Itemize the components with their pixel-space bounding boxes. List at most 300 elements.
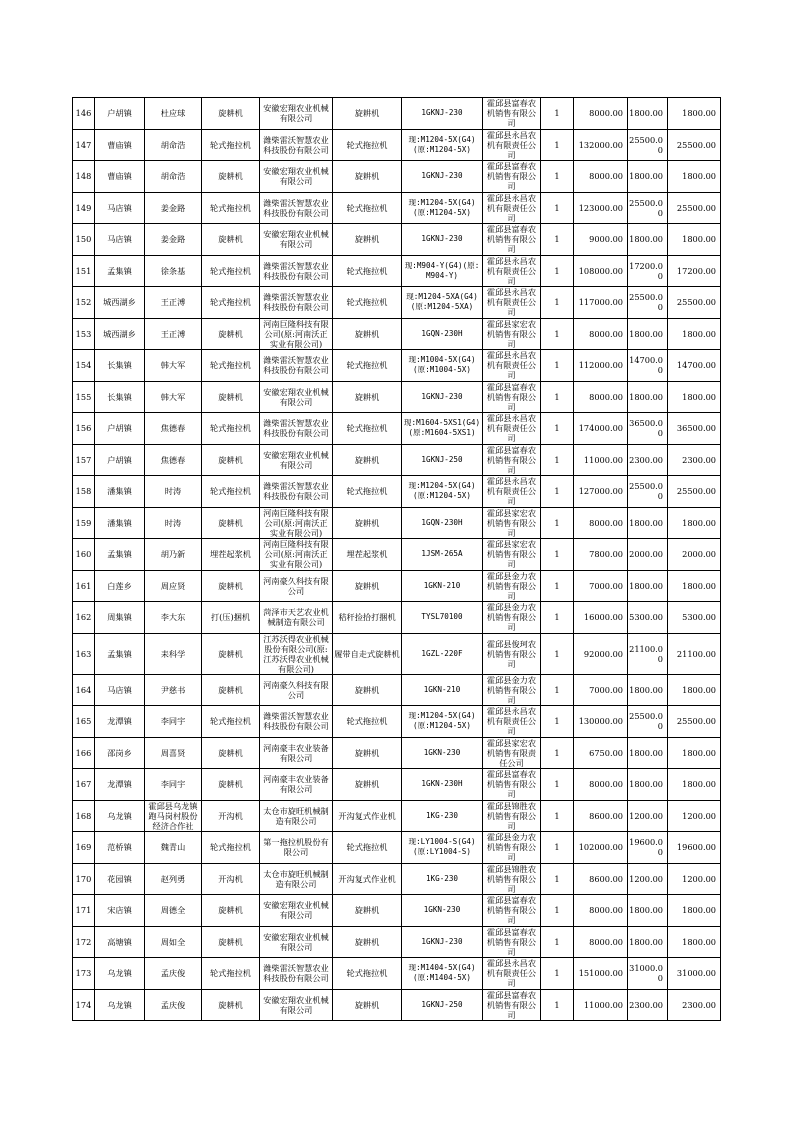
machine-name-cell: 埋茬起浆机 <box>333 539 402 571</box>
manufacturer-cell: 安徽宏翔农业机械有限公司 <box>260 926 333 958</box>
total-subsidy-cell: 25500.00 <box>668 129 721 161</box>
sale-price-cell: 8000.00 <box>574 507 628 539</box>
total-subsidy-cell: 31000.00 <box>668 958 721 990</box>
township-cell: 龙潭镇 <box>95 706 145 738</box>
sale-price-cell: 8000.00 <box>574 98 628 130</box>
dealer-cell: 霍邱县金力农机销售有限公司 <box>483 570 541 602</box>
central-subsidy-cell: 25500.00 <box>628 192 668 224</box>
table-row <box>73 674 721 706</box>
central-subsidy-cell: 1800.00 <box>628 98 668 130</box>
machine-category-cell: 旋耕机 <box>202 224 260 256</box>
machine-category-cell: 打(压)捆机 <box>202 602 260 634</box>
central-subsidy-cell: 36500.00 <box>628 413 668 445</box>
total-subsidy-cell: 36500.00 <box>668 413 721 445</box>
sale-price-cell: 174000.00 <box>574 413 628 445</box>
machine-name-cell: 轮式拖拉机 <box>333 350 402 382</box>
machine-category-cell: 开沟机 <box>202 863 260 895</box>
central-subsidy-cell: 1200.00 <box>628 800 668 832</box>
dealer-cell: 霍邱县永昌农机有限责任公司 <box>483 192 541 224</box>
central-subsidy-cell: 25500.00 <box>628 476 668 508</box>
manufacturer-cell: 太仓市旋旺机械制造有限公司 <box>260 863 333 895</box>
manufacturer-cell: 安徽宏翔农业机械有限公司 <box>260 98 333 130</box>
dealer-cell: 霍邱县俊珂农机销售有限公司 <box>483 633 541 674</box>
central-subsidy-cell: 14700.00 <box>628 350 668 382</box>
sale-price-cell: 16000.00 <box>574 602 628 634</box>
table-row <box>73 706 721 738</box>
dealer-cell: 霍邱县家宏农机销售有限公司 <box>483 318 541 350</box>
dealer-cell: 霍邱县永昌农机有限责任公司 <box>483 350 541 382</box>
purchaser-cell: 韩大军 <box>145 350 202 382</box>
sale-price-cell: 9000.00 <box>574 224 628 256</box>
serial-number-cell: 167 <box>73 769 95 801</box>
purchaser-cell: 耒科学 <box>145 633 202 674</box>
table-row <box>73 737 721 769</box>
dealer-cell: 霍邱县永昌农机有限责任公司 <box>483 255 541 287</box>
dealer-cell: 霍邱县金力农机销售有限公司 <box>483 832 541 864</box>
total-subsidy-cell: 19600.00 <box>668 832 721 864</box>
machine-category-cell: 旋耕机 <box>202 926 260 958</box>
machine-category-cell: 旋耕机 <box>202 895 260 927</box>
township-cell: 乌龙镇 <box>95 958 145 990</box>
central-subsidy-cell: 5300.00 <box>628 602 668 634</box>
manufacturer-cell: 潍柴雷沃智慧农业科技股份有限公司 <box>260 476 333 508</box>
manufacturer-cell: 河南巨隆科技有限公司(原:河南沃正实业有限公司) <box>260 507 333 539</box>
quantity-cell: 1 <box>541 633 574 674</box>
table-row <box>73 958 721 990</box>
machine-category-cell: 开沟机 <box>202 800 260 832</box>
dealer-cell: 霍邱县永昌农机有限责任公司 <box>483 287 541 319</box>
township-cell: 宋店镇 <box>95 895 145 927</box>
central-subsidy-cell: 1800.00 <box>628 224 668 256</box>
total-subsidy-cell: 25500.00 <box>668 287 721 319</box>
total-subsidy-cell: 1200.00 <box>668 863 721 895</box>
manufacturer-cell: 江苏沃得农业机械股份有限公司(原:江苏沃得农业机械有限公司) <box>260 633 333 674</box>
dealer-cell: 霍邱县富春农机销售有限公司 <box>483 769 541 801</box>
total-subsidy-cell: 1800.00 <box>668 769 721 801</box>
model-cell: 1GKN-230H <box>402 769 483 801</box>
sale-price-cell: 7000.00 <box>574 570 628 602</box>
serial-number-cell: 157 <box>73 444 95 476</box>
quantity-cell: 1 <box>541 958 574 990</box>
dealer-cell: 霍邱县富春农机销售有限公司 <box>483 224 541 256</box>
township-cell: 马店镇 <box>95 674 145 706</box>
manufacturer-cell: 潍柴雷沃智慧农业科技股份有限公司 <box>260 350 333 382</box>
total-subsidy-cell: 1800.00 <box>668 507 721 539</box>
township-cell: 范桥镇 <box>95 832 145 864</box>
total-subsidy-cell: 1800.00 <box>668 318 721 350</box>
machine-category-cell: 轮式拖拉机 <box>202 350 260 382</box>
table-row <box>73 287 721 319</box>
machine-name-cell: 履带自走式旋耕机 <box>333 633 402 674</box>
serial-number-cell: 154 <box>73 350 95 382</box>
dealer-cell: 霍邱县锦胜农机销售有限公司 <box>483 863 541 895</box>
manufacturer-cell: 河南豪久科技有限公司 <box>260 674 333 706</box>
table-row <box>73 539 721 571</box>
quantity-cell: 1 <box>541 895 574 927</box>
sale-price-cell: 8000.00 <box>574 161 628 193</box>
township-cell: 曹庙镇 <box>95 129 145 161</box>
manufacturer-cell: 安徽宏翔农业机械有限公司 <box>260 895 333 927</box>
township-cell: 孟集镇 <box>95 255 145 287</box>
total-subsidy-cell: 2300.00 <box>668 989 721 1021</box>
serial-number-cell: 156 <box>73 413 95 445</box>
model-cell: 1GKN-230 <box>402 737 483 769</box>
subsidy-table <box>72 97 721 1021</box>
sale-price-cell: 7000.00 <box>574 674 628 706</box>
model-cell: TYSL70100 <box>402 602 483 634</box>
township-cell: 曹庙镇 <box>95 161 145 193</box>
purchaser-cell: 姜金路 <box>145 224 202 256</box>
table-row <box>73 769 721 801</box>
total-subsidy-cell: 25500.00 <box>668 192 721 224</box>
machine-category-cell: 旋耕机 <box>202 769 260 801</box>
model-cell: 现:M1204-5X(G4)(原:M1204-5X) <box>402 706 483 738</box>
model-cell: 现:M1404-5X(G4)(原:M1404-5X) <box>402 958 483 990</box>
model-cell: 1JSM-265A <box>402 539 483 571</box>
purchaser-cell: 周喜贤 <box>145 737 202 769</box>
machine-category-cell: 旋耕机 <box>202 507 260 539</box>
purchaser-cell: 霍邱县乌龙镇跑马岗村股份经济合作社 <box>145 800 202 832</box>
purchaser-cell: 姜金路 <box>145 192 202 224</box>
table-row <box>73 224 721 256</box>
serial-number-cell: 162 <box>73 602 95 634</box>
quantity-cell: 1 <box>541 539 574 571</box>
model-cell: 1KG-230 <box>402 863 483 895</box>
purchaser-cell: 焦德春 <box>145 413 202 445</box>
machine-name-cell: 轮式拖拉机 <box>333 255 402 287</box>
quantity-cell: 1 <box>541 832 574 864</box>
quantity-cell: 1 <box>541 224 574 256</box>
machine-name-cell: 旋耕机 <box>333 444 402 476</box>
purchaser-cell: 周德全 <box>145 895 202 927</box>
model-cell: 现:M1604-5XS1(G4)(原:M1604-5XS1) <box>402 413 483 445</box>
serial-number-cell: 153 <box>73 318 95 350</box>
manufacturer-cell: 潍柴雷沃智慧农业科技股份有限公司 <box>260 129 333 161</box>
manufacturer-cell: 潍柴雷沃智慧农业科技股份有限公司 <box>260 192 333 224</box>
dealer-cell: 霍邱县家宏农机销售有限公司 <box>483 507 541 539</box>
serial-number-cell: 164 <box>73 674 95 706</box>
manufacturer-cell: 河南豪久科技有限公司 <box>260 570 333 602</box>
quantity-cell: 1 <box>541 989 574 1021</box>
central-subsidy-cell: 1800.00 <box>628 161 668 193</box>
model-cell: 1GQN-230H <box>402 507 483 539</box>
serial-number-cell: 163 <box>73 633 95 674</box>
dealer-cell: 霍邱县永昌农机有限责任公司 <box>483 958 541 990</box>
quantity-cell: 1 <box>541 800 574 832</box>
dealer-cell: 霍邱县永昌农机有限责任公司 <box>483 476 541 508</box>
township-cell: 花园镇 <box>95 863 145 895</box>
machine-category-cell: 旋耕机 <box>202 98 260 130</box>
sale-price-cell: 92000.00 <box>574 633 628 674</box>
serial-number-cell: 147 <box>73 129 95 161</box>
sale-price-cell: 8000.00 <box>574 926 628 958</box>
total-subsidy-cell: 14700.00 <box>668 350 721 382</box>
model-cell: 现:LY1004-S(G4)(原:LY1004-S) <box>402 832 483 864</box>
purchaser-cell: 周应贤 <box>145 570 202 602</box>
serial-number-cell: 159 <box>73 507 95 539</box>
machine-category-cell: 旋耕机 <box>202 381 260 413</box>
machine-category-cell: 旋耕机 <box>202 318 260 350</box>
manufacturer-cell: 安徽宏翔农业机械有限公司 <box>260 161 333 193</box>
total-subsidy-cell: 2300.00 <box>668 444 721 476</box>
township-cell: 城西湖乡 <box>95 287 145 319</box>
total-subsidy-cell: 1800.00 <box>668 895 721 927</box>
sale-price-cell: 117000.00 <box>574 287 628 319</box>
machine-name-cell: 旋耕机 <box>333 674 402 706</box>
township-cell: 马店镇 <box>95 192 145 224</box>
township-cell: 乌龙镇 <box>95 989 145 1021</box>
quantity-cell: 1 <box>541 863 574 895</box>
township-cell: 邵岗乡 <box>95 737 145 769</box>
township-cell: 白莲乡 <box>95 570 145 602</box>
machine-name-cell: 轮式拖拉机 <box>333 476 402 508</box>
serial-number-cell: 165 <box>73 706 95 738</box>
dealer-cell: 霍邱县富春农机销售有限公司 <box>483 989 541 1021</box>
machine-category-cell: 轮式拖拉机 <box>202 287 260 319</box>
purchaser-cell: 王正溥 <box>145 287 202 319</box>
machine-category-cell: 轮式拖拉机 <box>202 413 260 445</box>
township-cell: 城西湖乡 <box>95 318 145 350</box>
manufacturer-cell: 潍柴雷沃智慧农业科技股份有限公司 <box>260 958 333 990</box>
table-row <box>73 129 721 161</box>
dealer-cell: 霍邱县富春农机销售有限公司 <box>483 381 541 413</box>
sale-price-cell: 8600.00 <box>574 800 628 832</box>
manufacturer-cell: 安徽宏翔农业机械有限公司 <box>260 989 333 1021</box>
manufacturer-cell: 潍柴雷沃智慧农业科技股份有限公司 <box>260 706 333 738</box>
table-row <box>73 507 721 539</box>
model-cell: 现:M1204-5X(G4)(原:M1204-5X) <box>402 192 483 224</box>
central-subsidy-cell: 1800.00 <box>628 381 668 413</box>
machine-category-cell: 旋耕机 <box>202 737 260 769</box>
machine-category-cell: 轮式拖拉机 <box>202 832 260 864</box>
total-subsidy-cell: 1200.00 <box>668 800 721 832</box>
model-cell: 1GKNJ-230 <box>402 224 483 256</box>
quantity-cell: 1 <box>541 444 574 476</box>
machine-category-cell: 旋耕机 <box>202 161 260 193</box>
total-subsidy-cell: 1800.00 <box>668 161 721 193</box>
quantity-cell: 1 <box>541 602 574 634</box>
serial-number-cell: 172 <box>73 926 95 958</box>
quantity-cell: 1 <box>541 769 574 801</box>
serial-number-cell: 173 <box>73 958 95 990</box>
manufacturer-cell: 潍柴雷沃智慧农业科技股份有限公司 <box>260 413 333 445</box>
manufacturer-cell: 河南巨隆科技有限公司(原:河南沃正实业有限公司) <box>260 318 333 350</box>
quantity-cell: 1 <box>541 507 574 539</box>
dealer-cell: 霍邱县家宏农机销售有限公司 <box>483 539 541 571</box>
sale-price-cell: 8000.00 <box>574 381 628 413</box>
quantity-cell: 1 <box>541 98 574 130</box>
model-cell: 1GKNJ-230 <box>402 98 483 130</box>
central-subsidy-cell: 25500.00 <box>628 706 668 738</box>
purchaser-cell: 王正溥 <box>145 318 202 350</box>
total-subsidy-cell: 1800.00 <box>668 926 721 958</box>
central-subsidy-cell: 19600.00 <box>628 832 668 864</box>
machine-name-cell: 轮式拖拉机 <box>333 287 402 319</box>
sale-price-cell: 8000.00 <box>574 318 628 350</box>
machine-category-cell: 旋耕机 <box>202 444 260 476</box>
machine-name-cell: 轮式拖拉机 <box>333 413 402 445</box>
township-cell: 潘集镇 <box>95 507 145 539</box>
serial-number-cell: 151 <box>73 255 95 287</box>
machine-name-cell: 轮式拖拉机 <box>333 958 402 990</box>
total-subsidy-cell: 5300.00 <box>668 602 721 634</box>
machine-category-cell: 轮式拖拉机 <box>202 129 260 161</box>
model-cell: 1GZL-220F <box>402 633 483 674</box>
machine-name-cell: 轮式拖拉机 <box>333 192 402 224</box>
model-cell: 1GKN-210 <box>402 570 483 602</box>
serial-number-cell: 166 <box>73 737 95 769</box>
machine-name-cell: 开沟复式作业机 <box>333 800 402 832</box>
model-cell: 1GKNJ-230 <box>402 161 483 193</box>
quantity-cell: 1 <box>541 926 574 958</box>
machine-category-cell: 旋耕机 <box>202 674 260 706</box>
quantity-cell: 1 <box>541 737 574 769</box>
total-subsidy-cell: 1800.00 <box>668 98 721 130</box>
table-row <box>73 570 721 602</box>
machine-category-cell: 轮式拖拉机 <box>202 706 260 738</box>
table-row <box>73 832 721 864</box>
dealer-cell: 霍邱县锦胜农机销售有限公司 <box>483 800 541 832</box>
purchaser-cell: 李同宇 <box>145 706 202 738</box>
central-subsidy-cell: 1800.00 <box>628 895 668 927</box>
township-cell: 户胡镇 <box>95 98 145 130</box>
purchaser-cell: 胡乃新 <box>145 539 202 571</box>
purchaser-cell: 尹慈书 <box>145 674 202 706</box>
model-cell: 现:M1204-5XA(G4)(原:M1204-5XA) <box>402 287 483 319</box>
central-subsidy-cell: 25500.00 <box>628 129 668 161</box>
purchaser-cell: 徐条基 <box>145 255 202 287</box>
serial-number-cell: 174 <box>73 989 95 1021</box>
machine-name-cell: 旋耕机 <box>333 224 402 256</box>
township-cell: 户胡镇 <box>95 413 145 445</box>
central-subsidy-cell: 1800.00 <box>628 674 668 706</box>
purchaser-cell: 赵列勇 <box>145 863 202 895</box>
sale-price-cell: 108000.00 <box>574 255 628 287</box>
central-subsidy-cell: 1800.00 <box>628 570 668 602</box>
sale-price-cell: 102000.00 <box>574 832 628 864</box>
table-row <box>73 350 721 382</box>
machine-name-cell: 旋耕机 <box>333 318 402 350</box>
quantity-cell: 1 <box>541 381 574 413</box>
serial-number-cell: 161 <box>73 570 95 602</box>
manufacturer-cell: 河南豪丰农业装备有限公司 <box>260 737 333 769</box>
quantity-cell: 1 <box>541 192 574 224</box>
table-row <box>73 863 721 895</box>
machine-name-cell: 旋耕机 <box>333 737 402 769</box>
serial-number-cell: 169 <box>73 832 95 864</box>
machine-name-cell: 轮式拖拉机 <box>333 832 402 864</box>
purchaser-cell: 时涛 <box>145 476 202 508</box>
dealer-cell: 霍邱县永昌农机有限责任公司 <box>483 413 541 445</box>
serial-number-cell: 170 <box>73 863 95 895</box>
table-row <box>73 413 721 445</box>
central-subsidy-cell: 1800.00 <box>628 318 668 350</box>
sale-price-cell: 151000.00 <box>574 958 628 990</box>
purchaser-cell: 焦德春 <box>145 444 202 476</box>
table-row <box>73 989 721 1021</box>
sale-price-cell: 127000.00 <box>574 476 628 508</box>
model-cell: 现:M1004-5X(G4)(原:M1004-5X) <box>402 350 483 382</box>
sale-price-cell: 11000.00 <box>574 444 628 476</box>
serial-number-cell: 158 <box>73 476 95 508</box>
township-cell: 长集镇 <box>95 381 145 413</box>
total-subsidy-cell: 2000.00 <box>668 539 721 571</box>
serial-number-cell: 146 <box>73 98 95 130</box>
purchaser-cell: 孟庆俊 <box>145 958 202 990</box>
sale-price-cell: 8000.00 <box>574 895 628 927</box>
sale-price-cell: 7800.00 <box>574 539 628 571</box>
dealer-cell: 霍邱县金力农机销售有限公司 <box>483 602 541 634</box>
machine-name-cell: 旋耕机 <box>333 161 402 193</box>
model-cell: 1GKNJ-250 <box>402 989 483 1021</box>
machine-category-cell: 旋耕机 <box>202 989 260 1021</box>
township-cell: 潘集镇 <box>95 476 145 508</box>
manufacturer-cell: 第一拖拉机股份有限公司 <box>260 832 333 864</box>
purchaser-cell: 杜应球 <box>145 98 202 130</box>
township-cell: 龙潭镇 <box>95 769 145 801</box>
dealer-cell: 霍邱县富春农机销售有限公司 <box>483 161 541 193</box>
township-cell: 周集镇 <box>95 602 145 634</box>
central-subsidy-cell: 2300.00 <box>628 444 668 476</box>
model-cell: 现:M1204-5X(G4)(原:M1204-5X) <box>402 476 483 508</box>
purchaser-cell: 时涛 <box>145 507 202 539</box>
manufacturer-cell: 安徽宏翔农业机械有限公司 <box>260 224 333 256</box>
dealer-cell: 霍邱县金力农机销售有限公司 <box>483 674 541 706</box>
manufacturer-cell: 安徽宏翔农业机械有限公司 <box>260 444 333 476</box>
manufacturer-cell: 潍柴雷沃智慧农业科技股份有限公司 <box>260 255 333 287</box>
sale-price-cell: 11000.00 <box>574 989 628 1021</box>
table-row <box>73 476 721 508</box>
table-row <box>73 98 721 130</box>
model-cell: 1GKNJ-230 <box>402 926 483 958</box>
table-row <box>73 800 721 832</box>
quantity-cell: 1 <box>541 255 574 287</box>
purchaser-cell: 韩大军 <box>145 381 202 413</box>
central-subsidy-cell: 1800.00 <box>628 926 668 958</box>
manufacturer-cell: 菏泽市天艺农业机械制造有限公司 <box>260 602 333 634</box>
quantity-cell: 1 <box>541 570 574 602</box>
serial-number-cell: 155 <box>73 381 95 413</box>
model-cell: 1GKNJ-230 <box>402 381 483 413</box>
machine-name-cell: 旋耕机 <box>333 381 402 413</box>
township-cell: 乌龙镇 <box>95 800 145 832</box>
manufacturer-cell: 河南巨隆科技有限公司(原:河南沃正实业有限公司) <box>260 539 333 571</box>
quantity-cell: 1 <box>541 287 574 319</box>
central-subsidy-cell: 21100.00 <box>628 633 668 674</box>
central-subsidy-cell: 31000.00 <box>628 958 668 990</box>
central-subsidy-cell: 1800.00 <box>628 507 668 539</box>
model-cell: 1GKNJ-250 <box>402 444 483 476</box>
total-subsidy-cell: 1800.00 <box>668 737 721 769</box>
machine-category-cell: 旋耕机 <box>202 633 260 674</box>
central-subsidy-cell: 1800.00 <box>628 737 668 769</box>
table-row <box>73 926 721 958</box>
total-subsidy-cell: 1800.00 <box>668 224 721 256</box>
sale-price-cell: 8000.00 <box>574 769 628 801</box>
machine-name-cell: 秸秆捡拾打捆机 <box>333 602 402 634</box>
machine-category-cell: 埋茬起浆机 <box>202 539 260 571</box>
machine-category-cell: 轮式拖拉机 <box>202 476 260 508</box>
machine-name-cell: 旋耕机 <box>333 769 402 801</box>
table-row <box>73 602 721 634</box>
township-cell: 孟集镇 <box>95 539 145 571</box>
machine-category-cell: 旋耕机 <box>202 570 260 602</box>
serial-number-cell: 168 <box>73 800 95 832</box>
sale-price-cell: 130000.00 <box>574 706 628 738</box>
machine-name-cell: 旋耕机 <box>333 570 402 602</box>
township-cell: 长集镇 <box>95 350 145 382</box>
total-subsidy-cell: 17200.00 <box>668 255 721 287</box>
